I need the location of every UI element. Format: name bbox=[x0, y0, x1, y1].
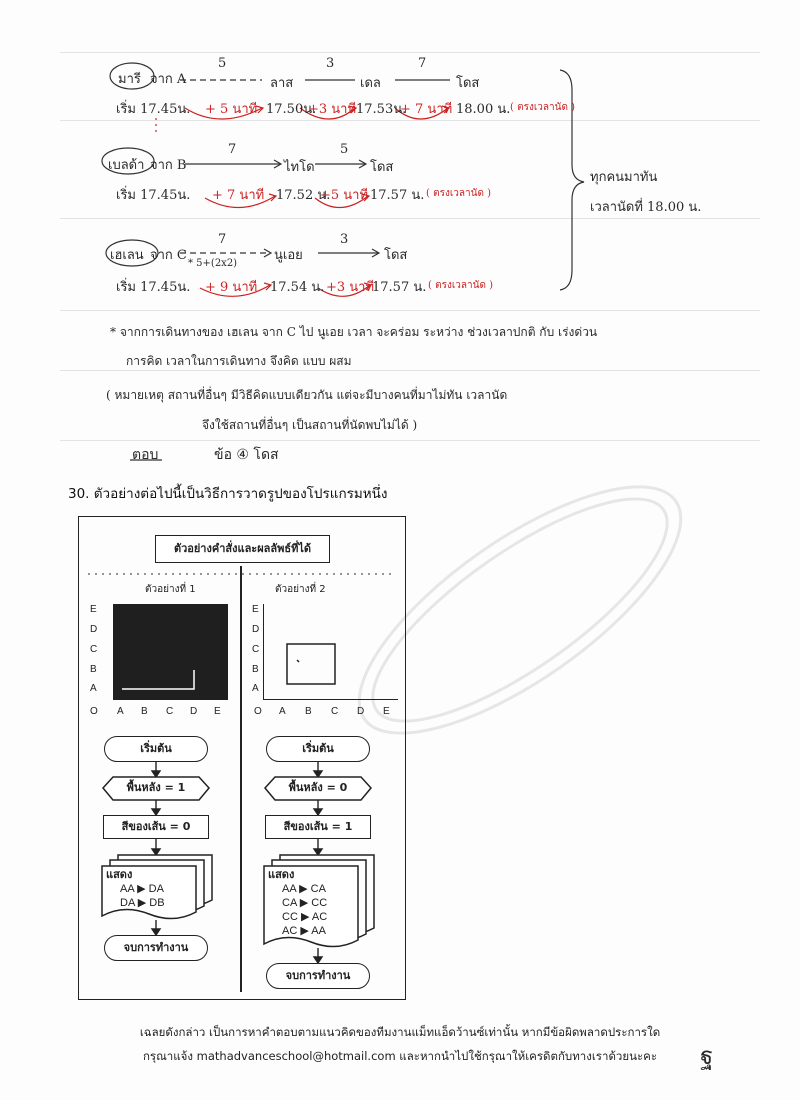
time-value: 17.50น. bbox=[266, 102, 317, 117]
flow2-show-label: แสดง bbox=[268, 869, 295, 881]
student-name-belda: เบลด้า bbox=[108, 158, 145, 173]
flow1-command: AA ▶ DA bbox=[120, 883, 164, 895]
flow1-show-label: แสดง bbox=[106, 869, 133, 881]
route-formula: * 5+(2x2) bbox=[188, 258, 238, 269]
on-time-note: ( ตรงเวลานัด ) bbox=[426, 188, 492, 199]
question-title: 30. ตัวอย่างต่อไปนี้เป็นวิธีการวาดรูปของโปรแกรมหนึ่ง bbox=[68, 486, 388, 502]
flow1-line-color: สีของเส้น = 0 bbox=[103, 815, 209, 839]
time-start: เริ่ม 17.45น. bbox=[116, 102, 191, 117]
student-name-mary: มารี bbox=[118, 72, 141, 87]
route-distance: 3 bbox=[326, 56, 335, 71]
example-header: ตัวอย่างคำสั่งและผลลัพธ์ที่ได้ bbox=[155, 535, 330, 563]
answer-text: ข้อ ④ โดส bbox=[214, 447, 279, 463]
route-stop: ไทโด bbox=[284, 160, 315, 175]
flow1-start: เริ่มต้น bbox=[104, 736, 208, 762]
route-destination: โดส bbox=[384, 248, 408, 263]
brace-note-line1: ทุกคนมาทัน bbox=[590, 170, 658, 185]
axis-y-label: D bbox=[90, 624, 98, 635]
flow1-end: จบการทำงาน bbox=[104, 935, 208, 961]
remark-line-1: ( หมายเหตุ สถานที่อื่นๆ มีวิธีคิดแบบเดียวกัน แต่จะมีบางคนที่มาไม่ทัน เวลานัด bbox=[106, 388, 508, 402]
route-distance: 5 bbox=[218, 56, 227, 71]
flow2-command: AC ▶ AA bbox=[282, 925, 326, 937]
flow2-start: เริ่มต้น bbox=[266, 736, 370, 762]
example2-label: ตัวอย่างที่ 2 bbox=[275, 584, 326, 595]
on-time-note: ( ตรงเวลานัด ) bbox=[428, 280, 494, 291]
time-add: +3 นาที bbox=[326, 280, 375, 295]
on-time-note: ( ตรงเวลานัด ) bbox=[510, 102, 576, 113]
flow2-command: CC ▶ AC bbox=[282, 911, 328, 923]
axis-y-label: E bbox=[90, 604, 97, 615]
time-value: 17.57 น. bbox=[370, 188, 425, 203]
time-value: 17.54 น. bbox=[270, 280, 325, 295]
flow2-end: จบการทำงาน bbox=[266, 963, 370, 989]
route-distance: 3 bbox=[340, 232, 349, 247]
footer-line-2: กรุณาแจ้ง mathadvanceschool@hotmail.com และหากนำไปใช้กรุณาให้เครดิตกับทางเราด้วยนะคะ bbox=[142, 1049, 658, 1063]
axis-x-label: A bbox=[117, 706, 124, 717]
note-line-2: การคิด เวลาในการเดินทาง จึงคิด แบบ ผสม bbox=[126, 354, 352, 368]
axis-origin: O bbox=[90, 706, 98, 717]
axis-y-label: B bbox=[252, 664, 259, 675]
route-distance: 7 bbox=[228, 142, 237, 157]
time-add: + 9 นาที bbox=[205, 280, 258, 295]
route-destination: โดส bbox=[370, 160, 394, 175]
axis-y-label: C bbox=[90, 644, 98, 655]
route-start: จาก C bbox=[150, 248, 187, 263]
route-start: จาก A bbox=[150, 72, 187, 87]
axis-x-label: D bbox=[357, 706, 365, 717]
student-name-helen: เฮเลน bbox=[110, 248, 144, 263]
footer-line-1: เฉลยดังกล่าว เป็นการหาคำตอบตามแนวคิดของทีมงานแม็ทแอ็ดว้านซ์เท่านั้น หากมีข้อผิดพลาดประการใด bbox=[139, 1025, 661, 1039]
time-start: เริ่ม 17.45น. bbox=[116, 188, 191, 203]
axis-x-label: B bbox=[305, 706, 312, 717]
time-add: +5 นาที bbox=[320, 188, 369, 203]
time-value: 17.57 น. bbox=[372, 280, 427, 295]
axis-x-label: C bbox=[166, 706, 174, 717]
time-value: 18.00 น. bbox=[456, 102, 511, 117]
flow1-command: DA ▶ DB bbox=[120, 897, 165, 909]
axis-y-label: C bbox=[252, 644, 260, 655]
axis-x-label: C bbox=[331, 706, 339, 717]
route-stop: ลาส bbox=[270, 76, 294, 91]
axis-x-label: E bbox=[214, 706, 221, 717]
time-add: +3 นาที bbox=[308, 102, 357, 117]
time-value: 17.52 น. bbox=[276, 188, 331, 203]
flow2-command: AA ▶ CA bbox=[282, 883, 326, 895]
route-destination: โดส bbox=[456, 76, 480, 91]
axis-x-label: A bbox=[279, 706, 286, 717]
route-distance: 7 bbox=[418, 56, 427, 71]
axis-x-label: D bbox=[190, 706, 198, 717]
axis-y-label: D bbox=[252, 624, 260, 635]
route-distance: 7 bbox=[218, 232, 227, 247]
remark-line-2: จึงใช้สถานที่อื่นๆ เป็นสถานที่นัดพบไม่ได้ ) bbox=[202, 418, 418, 432]
example1-label: ตัวอย่างที่ 1 bbox=[145, 584, 196, 595]
axis-y-label: E bbox=[252, 604, 259, 615]
flow2-background: พื้นหลัง = 0 bbox=[288, 781, 348, 794]
time-start: เริ่ม 17.45น. bbox=[116, 280, 191, 295]
route-stop: เดล bbox=[360, 76, 381, 91]
time-add: + 7 นาที bbox=[400, 102, 453, 117]
route-distance: 5 bbox=[340, 142, 349, 157]
axis-y-label: B bbox=[90, 664, 97, 675]
note-line-1: * จากการเดินทางของ เฮเลน จาก C ไป นูเอย เวลา จะคร่อม ระหว่าง ช่วงเวลาปกติ กับ เร่งด่วน bbox=[110, 325, 598, 339]
route-start: จาก B bbox=[150, 158, 187, 173]
time-add: + 7 นาที bbox=[212, 188, 265, 203]
axis-x-label: B bbox=[141, 706, 148, 717]
time-add: + 5 นาที bbox=[205, 102, 258, 117]
brace-note-line2: เวลานัดที่ 18.00 น. bbox=[590, 200, 702, 215]
answer-label: ตอบ bbox=[132, 447, 159, 463]
axis-y-label: A bbox=[90, 683, 97, 694]
route-stop: นูเอย bbox=[274, 248, 303, 263]
flow1-background: พื้นหลัง = 1 bbox=[126, 781, 186, 794]
axis-origin: O bbox=[254, 706, 262, 717]
axis-y-label: A bbox=[252, 683, 259, 694]
time-value: 17.53น. bbox=[356, 102, 407, 117]
flow2-line-color: สีของเส้น = 1 bbox=[265, 815, 371, 839]
flow2-command: CA ▶ CC bbox=[282, 897, 328, 909]
page-mark: ฐ bbox=[700, 1042, 714, 1070]
axis-x-label: E bbox=[383, 706, 390, 717]
